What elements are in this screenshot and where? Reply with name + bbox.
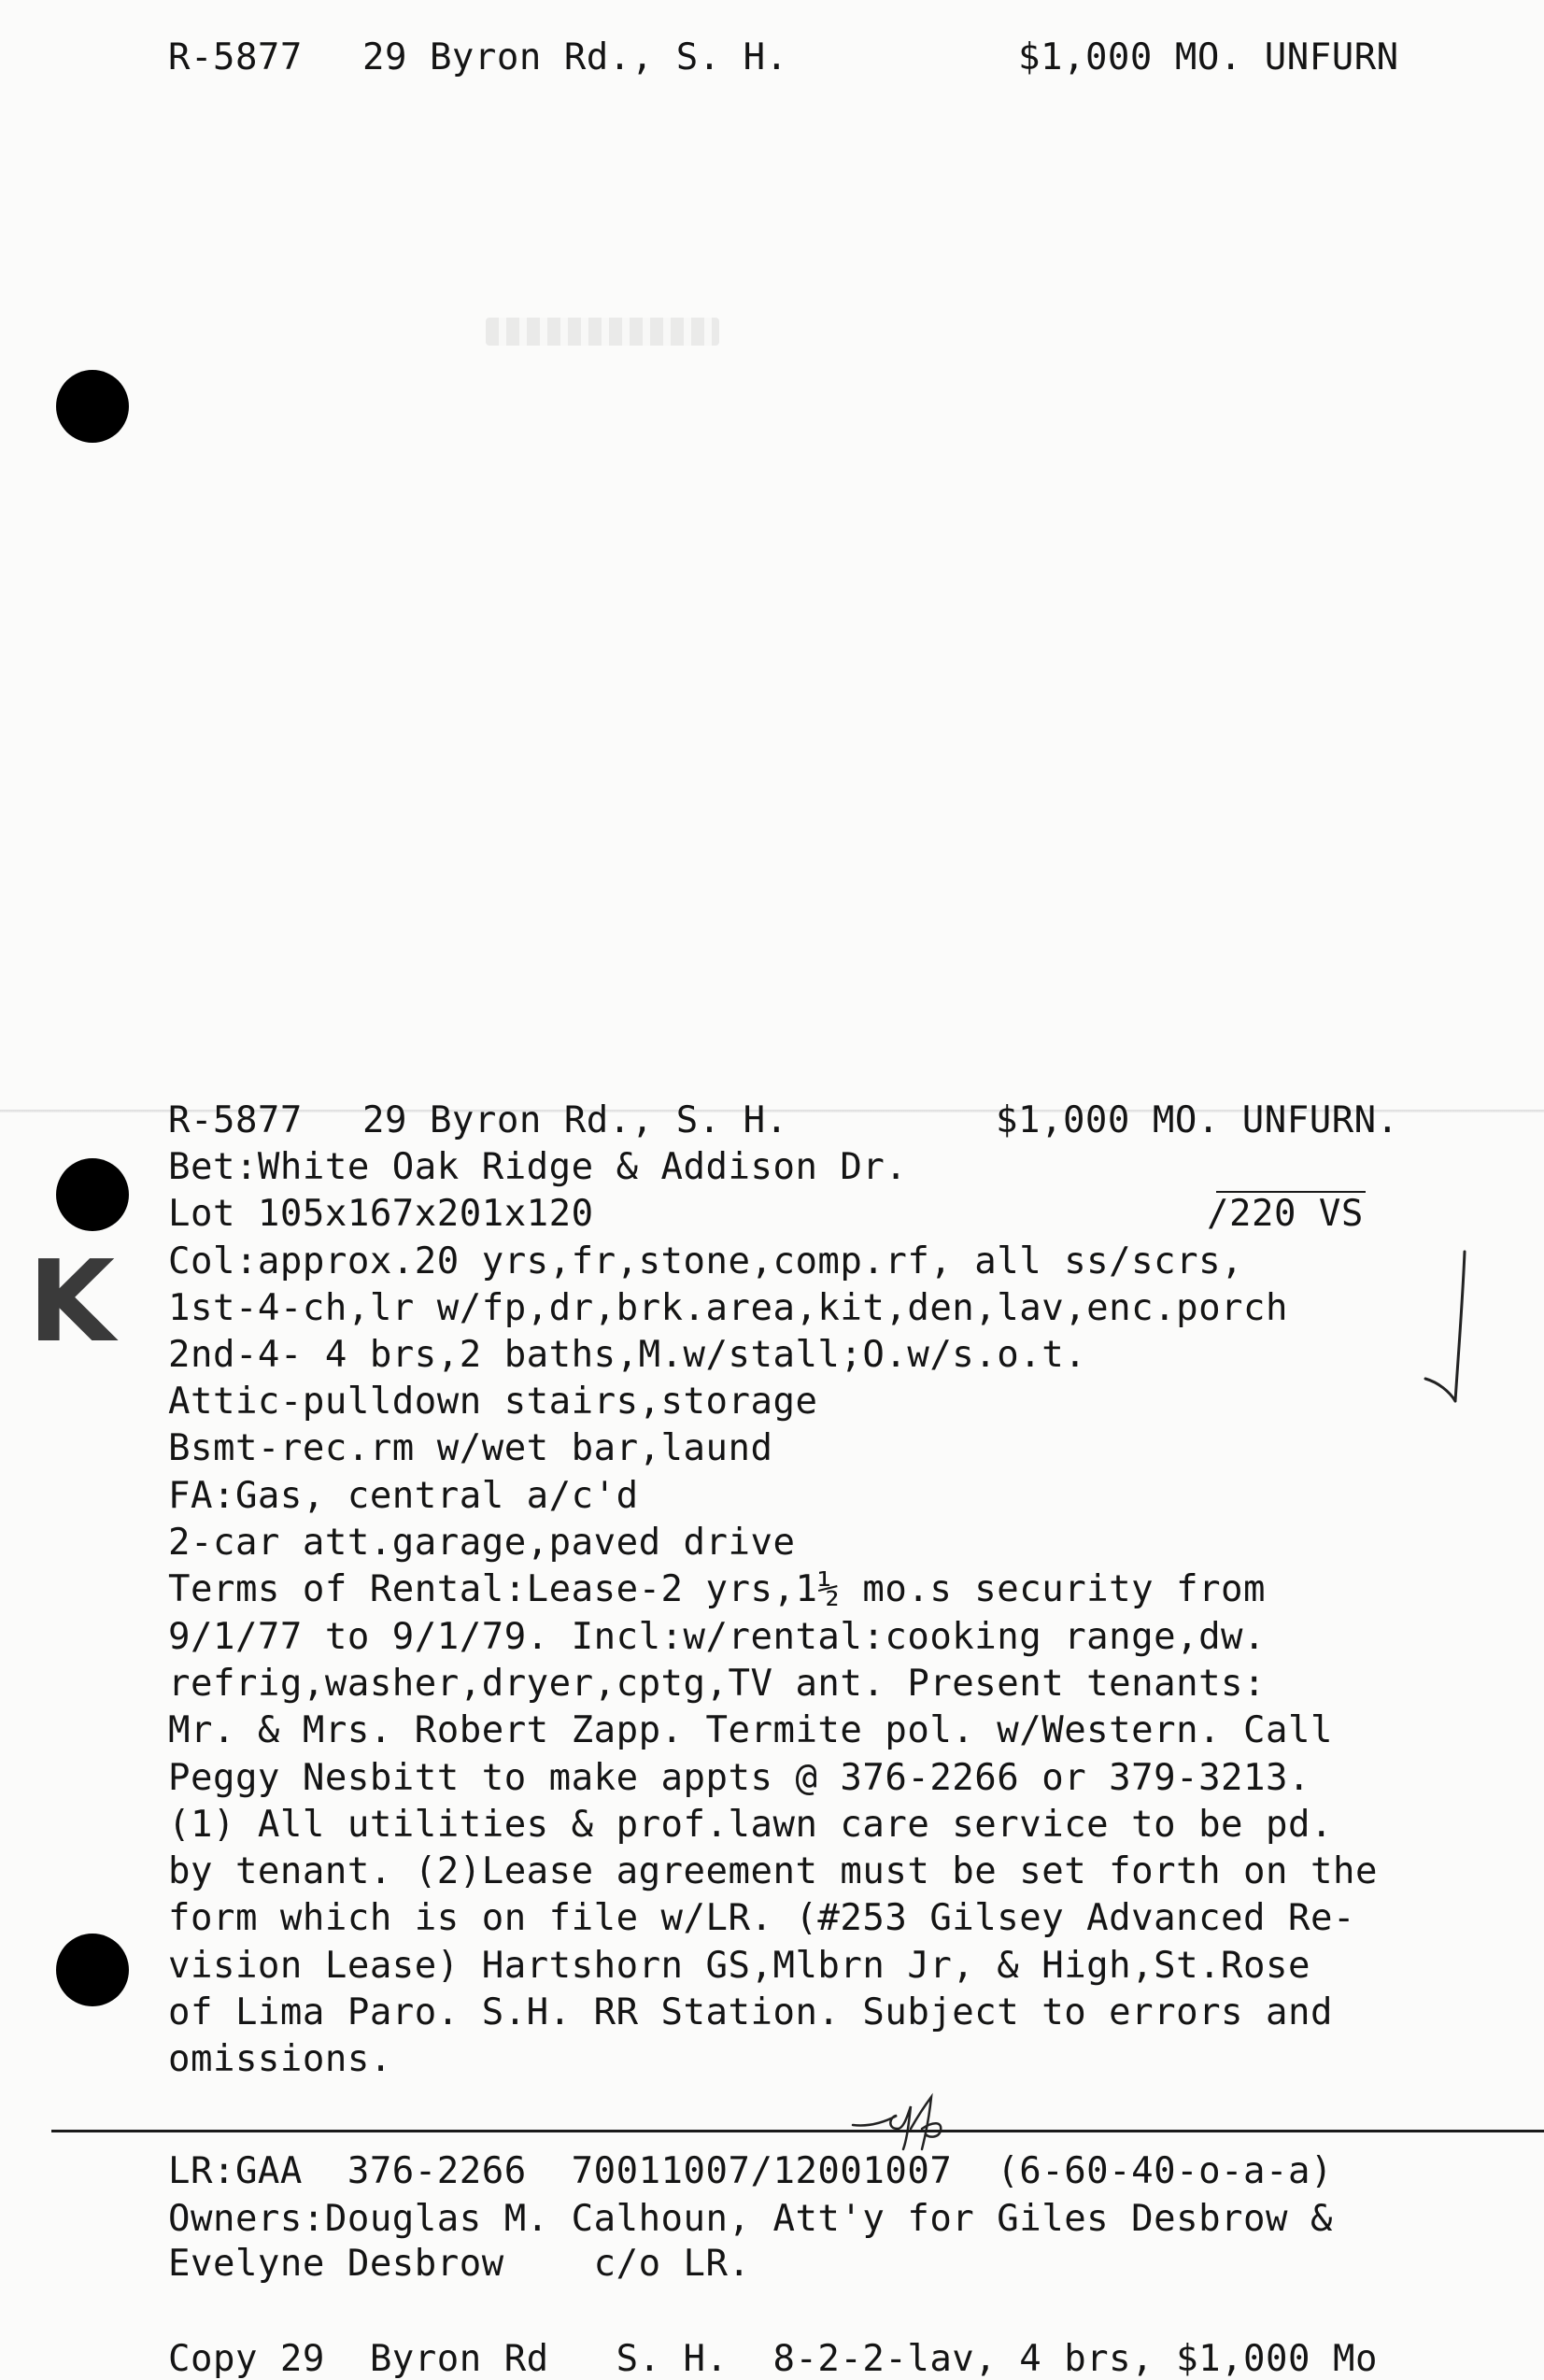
card-price: $1,000 MO. UNFURN. <box>996 1099 1399 1141</box>
cutoff-line: Copy 29 Byron Rd S. H. 8-2-2-lav, 4 brs, $1,000 Mo <box>168 2338 1378 2380</box>
card-line-5: 2nd-4- 4 brs,2 baths,M.w/stall;O.w/s.o.t. <box>168 1334 1087 1376</box>
card-line-15: (1) All utilities & prof.lawn care service to be pd. <box>168 1804 1333 1846</box>
footer-line-3: Evelyne Desbrow c/o LR. <box>168 2243 751 2285</box>
binder-hole-bottom <box>56 1934 129 2006</box>
card-line-17: form which is on file w/LR. (#253 Gilsey Advanced Re- <box>168 1897 1355 1939</box>
bleed-through-smudge <box>486 318 719 346</box>
handwritten-check-mark <box>1401 1242 1485 1420</box>
card-line-3: Col:approx.20 yrs,fr,stone,comp.rf, all ss/scrs, <box>168 1240 1244 1282</box>
card-line-13: Mr. & Mrs. Robert Zapp. Termite pol. w/Western. Call <box>168 1709 1333 1751</box>
card-line-7: Bsmt-rec.rm w/wet bar,laund <box>168 1427 773 1469</box>
margin-k-mark: K <box>28 1238 115 1367</box>
footer-line-2: Owners:Douglas M. Calhoun, Att'y for Giles Desbrow & <box>168 2198 1333 2240</box>
card-line-18: vision Lease) Hartshorn GS,Mlbrn Jr, & High,St.Rose <box>168 1945 1310 1987</box>
top-listing-id: R-5877 <box>168 36 303 78</box>
card-line-20: omissions. <box>168 2038 392 2080</box>
card-line-9: 2-car att.garage,paved drive <box>168 1522 796 1564</box>
lot-note: /220 VS <box>1207 1193 1364 1235</box>
top-address: 29 Byron Rd., S. H. <box>362 36 788 78</box>
card-line-6: Attic-pulldown stairs,storage <box>168 1381 818 1423</box>
card-line-11: 9/1/77 to 9/1/79. Incl:w/rental:cooking range,dw. <box>168 1616 1267 1658</box>
card-listing-id: R-5877 <box>168 1099 303 1141</box>
card-line-14: Peggy Nesbitt to make appts @ 376-2266 or 379-3213. <box>168 1757 1310 1799</box>
binder-hole-middle <box>56 1158 129 1231</box>
top-price: $1,000 MO. UNFURN <box>1018 36 1399 78</box>
binder-hole-top <box>56 370 129 443</box>
card-line-4: 1st-4-ch,lr w/fp,dr,brk.area,kit,den,lav,enc.porch <box>168 1287 1288 1329</box>
footer-line-1: LR:GAA 376-2266 70011007/12001007 (6-60-40-o-a-a) <box>168 2150 1333 2192</box>
card-line-12: refrig,washer,dryer,cptg,TV ant. Present tenants: <box>168 1663 1267 1705</box>
card-line-1: Bet:White Oak Ridge & Addison Dr. <box>168 1146 908 1188</box>
card-line-2: Lot 105x167x201x120 <box>168 1193 594 1235</box>
card-address: 29 Byron Rd., S. H. <box>362 1099 788 1141</box>
card-line-19: of Lima Paro. S.H. RR Station. Subject to errors and <box>168 1991 1333 2033</box>
footer-divider <box>51 2130 1544 2132</box>
card-line-8: FA:Gas, central a/c'd <box>168 1475 639 1517</box>
card-line-10: Terms of Rental:Lease-2 yrs,1½ mo.s security from <box>168 1568 1267 1610</box>
card-line-16: by tenant. (2)Lease agreement must be set forth on the <box>168 1850 1378 1892</box>
handwritten-initials <box>845 2088 985 2153</box>
